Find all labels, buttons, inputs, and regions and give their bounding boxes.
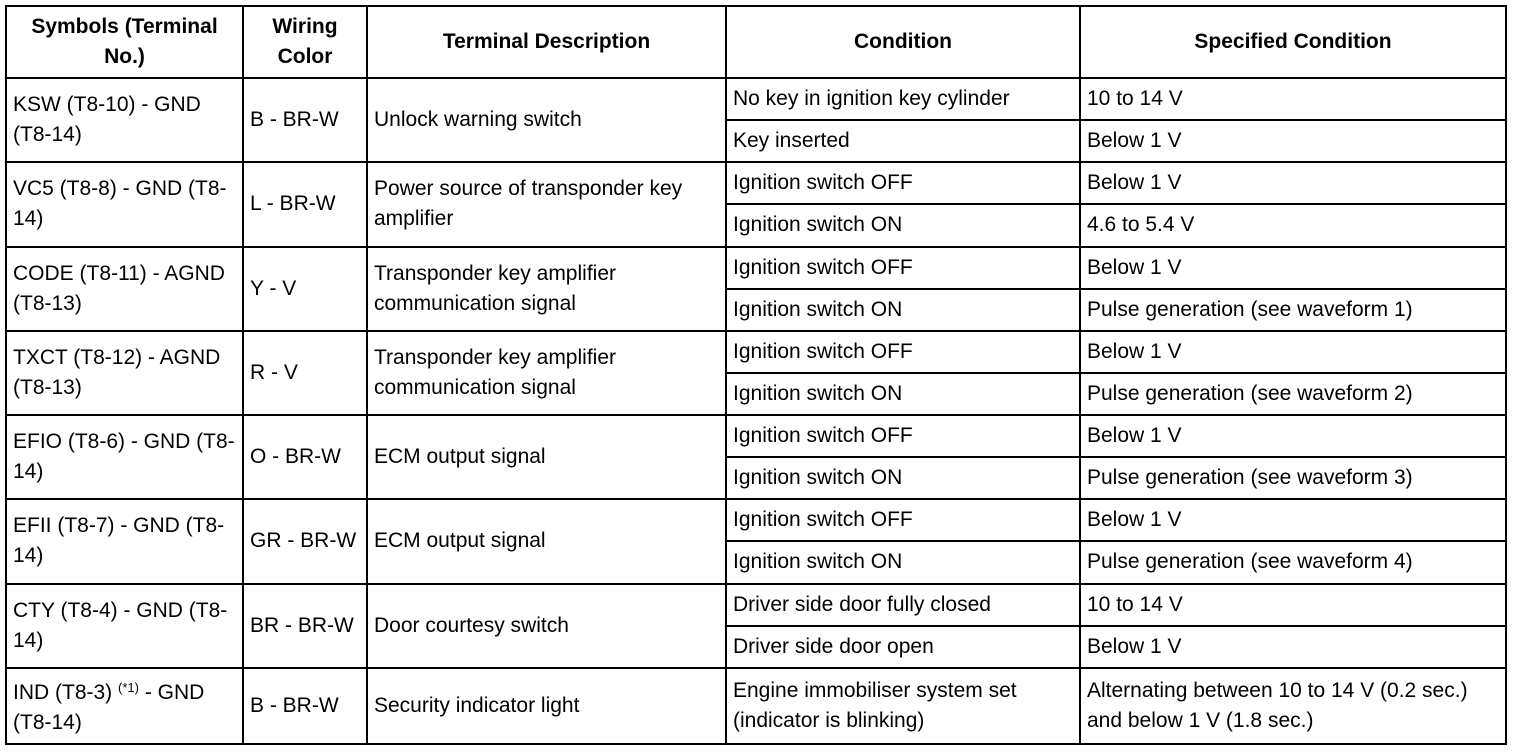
symbol-cell: EFII (T8-7) - GND (T8-14)	[6, 499, 243, 583]
description-cell: Transponder key amplifier communication signal	[367, 331, 726, 415]
header-symbols: Symbols (Terminal No.)	[6, 6, 243, 78]
specified-condition-cell: Below 1 V	[1080, 247, 1506, 289]
condition-cell: Ignition switch OFF	[726, 247, 1080, 289]
condition-cell: Driver side door open	[726, 626, 1080, 668]
wiring-color-cell: GR - BR-W	[243, 499, 367, 583]
wiring-color-cell: O - BR-W	[243, 415, 367, 499]
table-row	[6, 415, 1506, 457]
description-cell: ECM output signal	[367, 415, 726, 499]
header-terminal-description: Terminal Description	[367, 6, 726, 78]
specified-condition-cell: Below 1 V	[1080, 499, 1506, 541]
wiring-color-cell: Y - V	[243, 247, 367, 331]
header-row	[6, 6, 1506, 78]
specified-condition-cell: Pulse generation (see waveform 2)	[1080, 373, 1506, 415]
condition-cell: Ignition switch OFF	[726, 499, 1080, 541]
specified-condition-cell: Below 1 V	[1080, 120, 1506, 162]
specified-condition-cell: Below 1 V	[1080, 415, 1506, 457]
wiring-color-cell: B - BR-W	[243, 668, 367, 744]
specified-condition-cell: 10 to 14 V	[1080, 584, 1506, 626]
terminal-spec-table	[5, 5, 1507, 745]
symbol-text-cont: - GND (T8-14)	[13, 681, 205, 735]
wiring-color-cell: R - V	[243, 331, 367, 415]
specified-condition-cell: 4.6 to 5.4 V	[1080, 204, 1506, 246]
specified-condition-cell: Pulse generation (see waveform 4)	[1080, 541, 1506, 583]
condition-cell: No key in ignition key cylinder	[726, 78, 1080, 120]
condition-cell: Ignition switch OFF	[726, 162, 1080, 204]
table-row	[6, 668, 1506, 744]
symbol-cell: CODE (T8-11) - AGND (T8-13)	[6, 247, 243, 331]
table-row	[6, 162, 1506, 204]
specified-condition-cell: Below 1 V	[1080, 162, 1506, 204]
specified-condition-cell: Below 1 V	[1080, 331, 1506, 373]
specified-condition-cell: Pulse generation (see waveform 3)	[1080, 457, 1506, 499]
wiring-color-cell: L - BR-W	[243, 162, 367, 246]
specified-condition-cell: Pulse generation (see waveform 1)	[1080, 289, 1506, 331]
table-row	[6, 78, 1506, 120]
table-row	[6, 331, 1506, 373]
description-cell: Door courtesy switch	[367, 584, 726, 668]
symbol-cell: VC5 (T8-8) - GND (T8-14)	[6, 162, 243, 246]
description-cell: Transponder key amplifier communication signal	[367, 247, 726, 331]
wiring-color-cell: BR - BR-W	[243, 584, 367, 668]
header-wiring-color: Wiring Color	[243, 6, 367, 78]
condition-cell: Ignition switch ON	[726, 204, 1080, 246]
condition-cell: Ignition switch OFF	[726, 331, 1080, 373]
condition-cell: Ignition switch OFF	[726, 415, 1080, 457]
symbol-text: IND (T8-3)	[13, 681, 113, 705]
description-cell: ECM output signal	[367, 499, 726, 583]
condition-cell: Ignition switch ON	[726, 541, 1080, 583]
table-row	[6, 584, 1506, 626]
wiring-color-cell: B - BR-W	[243, 78, 367, 162]
condition-cell: Driver side door fully closed	[726, 584, 1080, 626]
description-cell: Unlock warning switch	[367, 78, 726, 162]
description-cell: Security indicator light	[367, 668, 726, 744]
footnote-marker: (*1)	[118, 680, 139, 696]
specified-condition-cell: Alternating between 10 to 14 V (0.2 sec.) and below 1 V (1.8 sec.)	[1080, 668, 1506, 744]
table-row	[6, 499, 1506, 541]
condition-cell: Key inserted	[726, 120, 1080, 162]
specified-condition-cell: 10 to 14 V	[1080, 78, 1506, 120]
specified-condition-cell: Below 1 V	[1080, 626, 1506, 668]
symbol-cell: CTY (T8-4) - GND (T8-14)	[6, 584, 243, 668]
condition-cell: Ignition switch ON	[726, 373, 1080, 415]
header-condition: Condition	[726, 6, 1080, 78]
header-specified-condition: Specified Condition	[1080, 6, 1506, 78]
table-row	[6, 247, 1506, 289]
symbol-cell: KSW (T8-10) - GND (T8-14)	[6, 78, 243, 162]
condition-cell: Engine immobiliser system set (indicator is blinking)	[726, 668, 1080, 744]
description-cell: Power source of transponder key amplifier	[367, 162, 726, 246]
condition-cell: Ignition switch ON	[726, 457, 1080, 499]
condition-cell: Ignition switch ON	[726, 289, 1080, 331]
symbol-cell	[6, 668, 243, 744]
symbol-cell: TXCT (T8-12) - AGND (T8-13)	[6, 331, 243, 415]
symbol-cell: EFIO (T8-6) - GND (T8-14)	[6, 415, 243, 499]
